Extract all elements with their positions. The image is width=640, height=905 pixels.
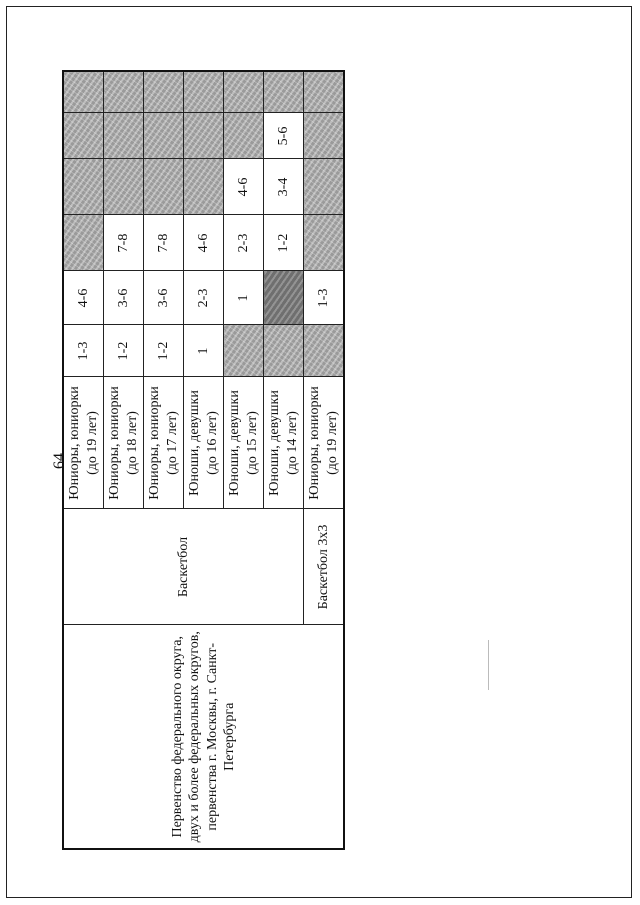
place-cell: 3-6 — [144, 271, 184, 325]
age-group-cell: Юноши, девушки (до 15 лет) — [224, 377, 264, 509]
shaded-cell — [104, 71, 144, 113]
shaded-cell — [304, 325, 345, 377]
shaded-cell — [304, 159, 345, 215]
place-cell: 2-3 — [224, 215, 264, 271]
place-cell: 1 — [224, 271, 264, 325]
place-cell: 1-2 — [264, 215, 304, 271]
age-group-cell: Юноши, девушки (до 16 лет) — [184, 377, 224, 509]
shaded-cell — [304, 215, 345, 271]
shaded-cell — [184, 113, 224, 159]
age-group-cell: Юниоры, юниорки (до 18 лет) — [104, 377, 144, 509]
place-cell: 1-2 — [104, 325, 144, 377]
shaded-cell — [144, 159, 184, 215]
place-cell: 1-3 — [63, 325, 104, 377]
place-cell: 7-8 — [144, 215, 184, 271]
place-cell: 2-3 — [184, 271, 224, 325]
place-cell: 3-4 — [264, 159, 304, 215]
age-group-cell: Юноши, девушки (до 14 лет) — [264, 377, 304, 509]
shaded-cell — [63, 113, 104, 159]
age-group-cell: Юниоры, юниорки (до 17 лет) — [144, 377, 184, 509]
shaded-cell — [264, 271, 304, 325]
shaded-cell — [63, 71, 104, 113]
shaded-cell — [224, 113, 264, 159]
page-number: 64 — [51, 453, 68, 469]
place-cell: 1-3 — [304, 271, 345, 325]
place-cell: 4-6 — [63, 271, 104, 325]
shaded-cell — [144, 71, 184, 113]
shaded-cell — [184, 71, 224, 113]
shaded-cell — [264, 325, 304, 377]
shaded-cell — [264, 71, 304, 113]
sport-cell-basketball: Баскетбол — [63, 509, 304, 625]
place-cell: 7-8 — [104, 215, 144, 271]
place-cell: 5-6 — [264, 113, 304, 159]
age-group-cell: Юниоры, юниорки (до 19 лет) — [63, 377, 104, 509]
shaded-cell — [144, 113, 184, 159]
shaded-cell — [63, 159, 104, 215]
scan-mark — [488, 640, 489, 690]
event-cell: Первенство федерального округа, двух и более федеральных округов, первенства г. Москвы, г. Санкт-Петербурга — [63, 625, 344, 849]
age-group-cell: Юниоры, юниорки (до 19 лет) — [304, 377, 345, 509]
shaded-cell — [304, 113, 345, 159]
shaded-cell — [104, 113, 144, 159]
shaded-cell — [104, 159, 144, 215]
place-cell: 3-6 — [104, 271, 144, 325]
place-cell: 4-6 — [184, 215, 224, 271]
shaded-cell — [63, 215, 104, 271]
sport-cell-basketball-3x3: Баскетбол 3x3 — [304, 509, 345, 625]
shaded-cell — [224, 325, 264, 377]
shaded-cell — [224, 71, 264, 113]
place-cell: 4-6 — [224, 159, 264, 215]
rotated-table-container — [62, 72, 338, 850]
shaded-cell — [304, 71, 345, 113]
table-row — [63, 71, 104, 849]
place-cell: 1-2 — [144, 325, 184, 377]
place-cell: 1 — [184, 325, 224, 377]
ranking-table — [62, 70, 345, 850]
shaded-cell — [184, 159, 224, 215]
